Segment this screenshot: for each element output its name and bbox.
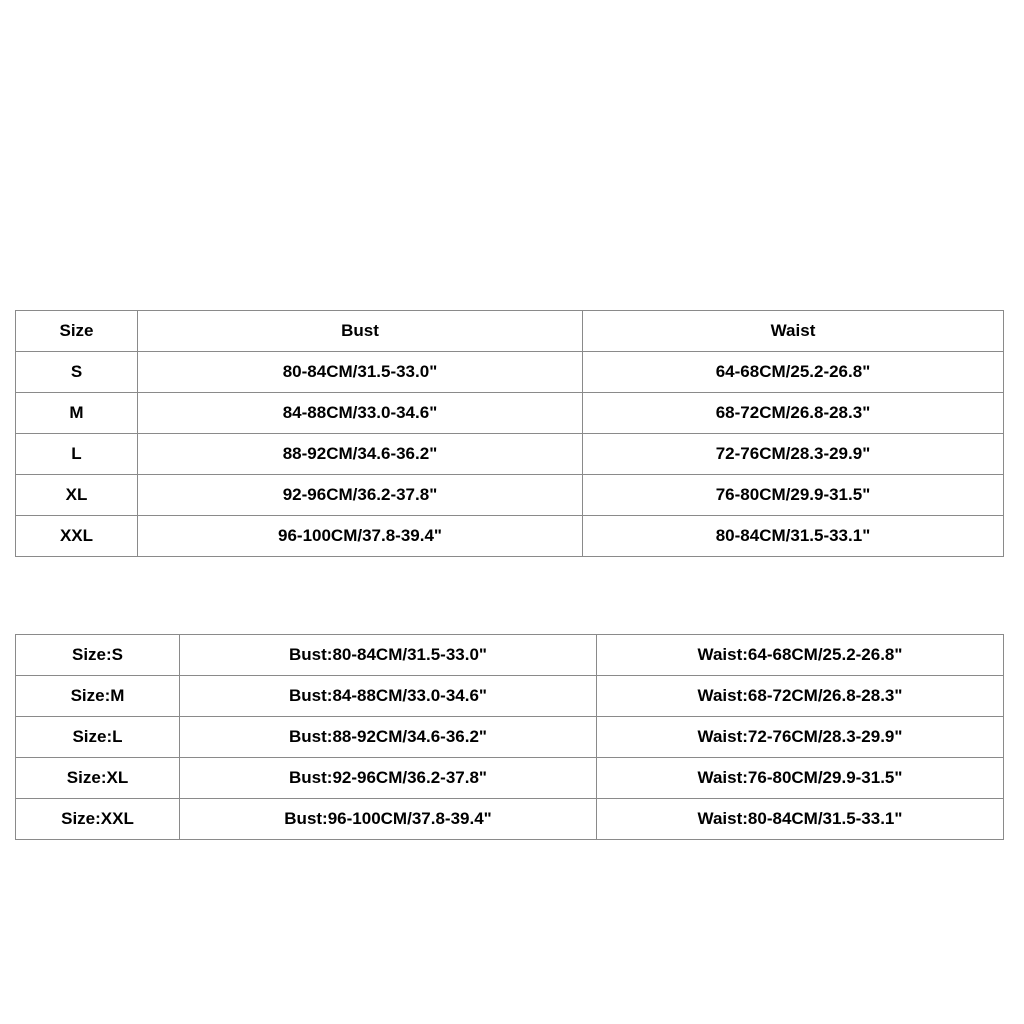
bust-cell: 92-96CM/36.2-37.8" xyxy=(138,475,583,516)
waist-cell: Waist:72-76CM/28.3-29.9" xyxy=(597,717,1004,758)
bust-cell: Bust:88-92CM/34.6-36.2" xyxy=(180,717,597,758)
table-row xyxy=(16,393,1004,434)
size-cell: Size:XL xyxy=(16,758,180,799)
bust-cell: 84-88CM/33.0-34.6" xyxy=(138,393,583,434)
bust-cell: Bust:84-88CM/33.0-34.6" xyxy=(180,676,597,717)
column-header-bust: Bust xyxy=(138,311,583,352)
size-cell: XXL xyxy=(16,516,138,557)
table-row xyxy=(16,434,1004,475)
waist-cell: Waist:76-80CM/29.9-31.5" xyxy=(597,758,1004,799)
waist-cell: 80-84CM/31.5-33.1" xyxy=(583,516,1004,557)
size-chart-table xyxy=(15,310,1004,557)
bust-cell: Bust:96-100CM/37.8-39.4" xyxy=(180,799,597,840)
bust-cell: 96-100CM/37.8-39.4" xyxy=(138,516,583,557)
waist-cell: 68-72CM/26.8-28.3" xyxy=(583,393,1004,434)
bust-cell: Bust:92-96CM/36.2-37.8" xyxy=(180,758,597,799)
size-cell: Size:S xyxy=(16,635,180,676)
size-chart-labeled-table xyxy=(15,634,1004,840)
waist-cell: 76-80CM/29.9-31.5" xyxy=(583,475,1004,516)
bust-cell: 88-92CM/34.6-36.2" xyxy=(138,434,583,475)
table-row xyxy=(16,516,1004,557)
size-cell: Size:M xyxy=(16,676,180,717)
size-cell: Size:XXL xyxy=(16,799,180,840)
waist-cell: Waist:80-84CM/31.5-33.1" xyxy=(597,799,1004,840)
table-header-row xyxy=(16,311,1004,352)
bust-cell: Bust:80-84CM/31.5-33.0" xyxy=(180,635,597,676)
waist-cell: Waist:68-72CM/26.8-28.3" xyxy=(597,676,1004,717)
table-row xyxy=(16,758,1004,799)
table-row xyxy=(16,352,1004,393)
column-header-waist: Waist xyxy=(583,311,1004,352)
waist-cell: 72-76CM/28.3-29.9" xyxy=(583,434,1004,475)
table-row xyxy=(16,799,1004,840)
size-cell: Size:L xyxy=(16,717,180,758)
waist-cell: 64-68CM/25.2-26.8" xyxy=(583,352,1004,393)
table-row xyxy=(16,475,1004,516)
table-row xyxy=(16,717,1004,758)
size-cell: L xyxy=(16,434,138,475)
table-row xyxy=(16,635,1004,676)
bust-cell: 80-84CM/31.5-33.0" xyxy=(138,352,583,393)
waist-cell: Waist:64-68CM/25.2-26.8" xyxy=(597,635,1004,676)
size-cell: XL xyxy=(16,475,138,516)
size-cell: M xyxy=(16,393,138,434)
column-header-size: Size xyxy=(16,311,138,352)
size-cell: S xyxy=(16,352,138,393)
table-row xyxy=(16,676,1004,717)
